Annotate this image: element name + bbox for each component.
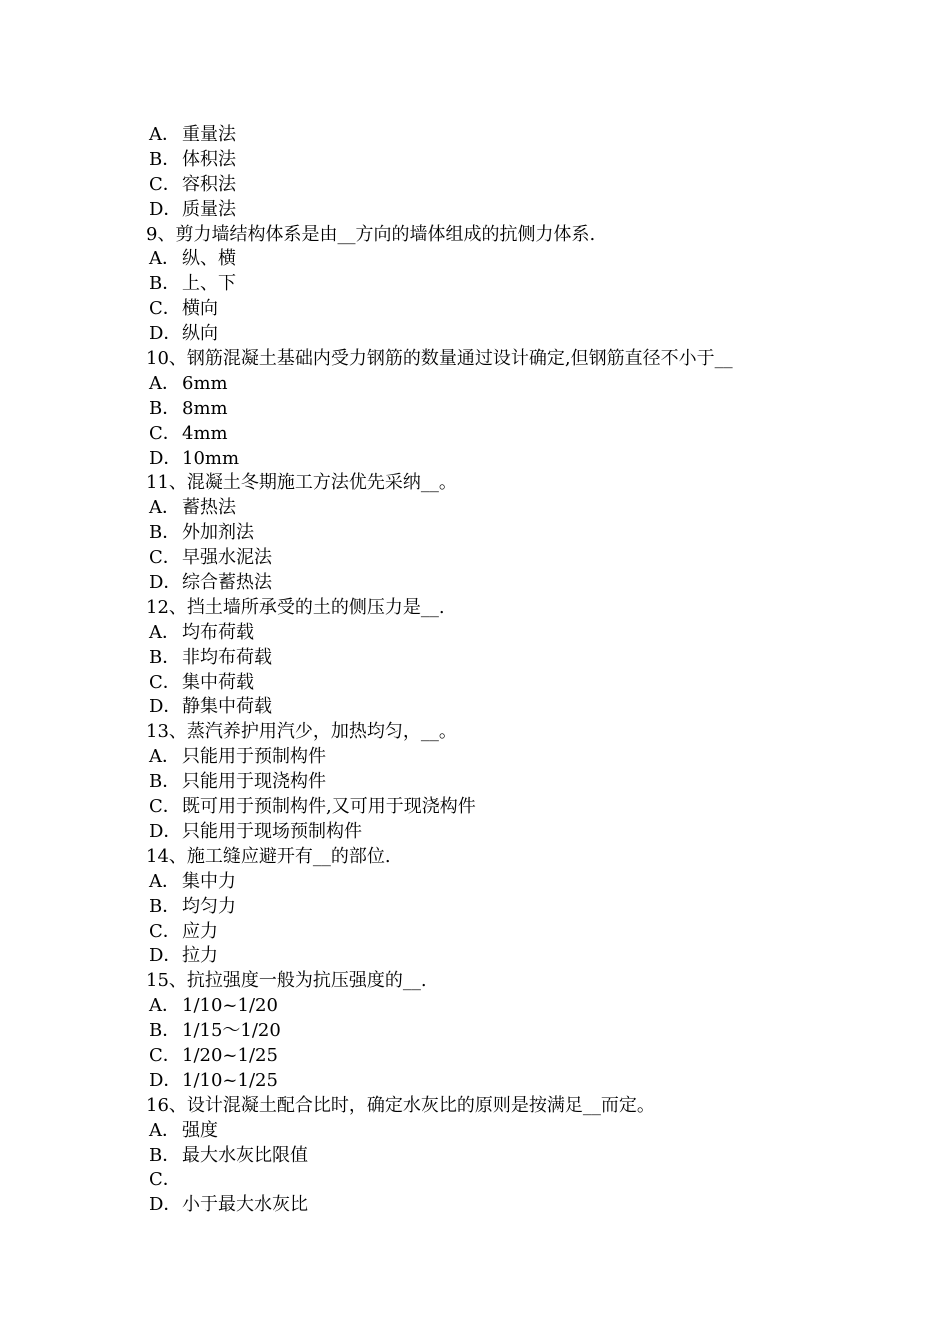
option-letter: C． bbox=[149, 422, 181, 444]
answer-option bbox=[0, 745, 950, 770]
option-text: 体积法 bbox=[182, 148, 236, 170]
answer-option bbox=[0, 272, 950, 297]
option-text: 均布荷载 bbox=[182, 621, 254, 643]
option-text: 早强水泥法 bbox=[182, 547, 272, 569]
answer-option bbox=[0, 372, 950, 397]
option-text: 容积法 bbox=[182, 173, 236, 195]
option-text: 既可用于预制构件,又可用于现浇构件 bbox=[182, 796, 476, 818]
answer-option bbox=[0, 920, 950, 945]
option-text: 只能用于现场预制构件 bbox=[182, 820, 362, 842]
option-letter: D． bbox=[149, 820, 182, 842]
answer-option bbox=[0, 571, 950, 596]
option-text: 外加剂法 bbox=[182, 522, 254, 544]
answer-option bbox=[0, 123, 950, 148]
option-text: 集中荷载 bbox=[182, 671, 254, 693]
option-letter: C． bbox=[149, 671, 181, 693]
option-text: 1/10~1/20 bbox=[182, 995, 278, 1017]
option-letter: C． bbox=[149, 796, 181, 818]
option-letter: B． bbox=[149, 273, 181, 295]
answer-option bbox=[0, 447, 950, 472]
answer-option bbox=[0, 621, 950, 646]
option-letter: B． bbox=[149, 1020, 181, 1042]
answer-option bbox=[0, 297, 950, 322]
option-text: 非均布荷载 bbox=[182, 646, 272, 668]
answer-option bbox=[0, 322, 950, 347]
option-text: 横向 bbox=[182, 298, 218, 320]
option-text: 静集中荷载 bbox=[182, 696, 272, 718]
option-text: 强度 bbox=[182, 1119, 218, 1141]
option-text: 1/10~1/25 bbox=[182, 1069, 278, 1091]
option-text: 只能用于现浇构件 bbox=[182, 771, 326, 793]
question-text: 11、混凝土冬期施工方法优先采纳__。 bbox=[146, 472, 457, 494]
option-text: 纵向 bbox=[182, 323, 218, 345]
option-letter: D． bbox=[149, 323, 182, 345]
option-text: 重量法 bbox=[182, 124, 236, 145]
option-text: 1/15～1/20 bbox=[182, 1020, 281, 1042]
option-text: 均匀力 bbox=[182, 895, 236, 917]
answer-option bbox=[0, 1144, 950, 1169]
answer-option bbox=[0, 671, 950, 696]
option-letter: B． bbox=[149, 646, 181, 668]
option-letter: A． bbox=[149, 248, 180, 270]
answer-option bbox=[0, 870, 950, 895]
answer-option bbox=[0, 1168, 950, 1193]
option-letter: C． bbox=[149, 920, 181, 942]
option-text: 6mm bbox=[182, 372, 228, 394]
option-letter: C． bbox=[149, 1169, 181, 1191]
option-text: 10mm bbox=[182, 447, 240, 469]
answer-option bbox=[0, 770, 950, 795]
option-text: 蓄热法 bbox=[182, 497, 236, 519]
document-body bbox=[0, 123, 950, 1218]
option-letter: B． bbox=[149, 397, 181, 419]
option-text: 1/20~1/25 bbox=[182, 1044, 278, 1066]
option-text: 拉力 bbox=[182, 945, 218, 967]
question-text: 14、施工缝应避开有__的部位. bbox=[146, 845, 391, 867]
option-text: 小于最大水灰比 bbox=[182, 1194, 308, 1216]
answer-option bbox=[0, 247, 950, 272]
option-letter: B． bbox=[149, 895, 181, 917]
option-letter: D． bbox=[149, 198, 182, 220]
answer-option bbox=[0, 148, 950, 173]
option-text: 4mm bbox=[182, 422, 228, 444]
option-letter: B． bbox=[149, 1144, 181, 1166]
option-letter: A． bbox=[149, 497, 180, 519]
option-letter: B． bbox=[149, 771, 181, 793]
option-text: 只能用于预制构件 bbox=[182, 746, 326, 768]
option-letter: D． bbox=[149, 1194, 182, 1216]
question-text: 15、抗拉强度一般为抗压强度的__. bbox=[146, 970, 427, 992]
question-text: 12、挡土墙所承受的土的侧压力是__. bbox=[146, 596, 445, 618]
answer-option bbox=[0, 173, 950, 198]
option-letter: A． bbox=[149, 621, 180, 643]
answer-option bbox=[0, 521, 950, 546]
option-letter: D． bbox=[149, 1069, 182, 1091]
option-text: 8mm bbox=[182, 397, 228, 419]
option-letter: D． bbox=[149, 696, 182, 718]
answer-option bbox=[0, 198, 950, 223]
answer-option bbox=[0, 1069, 950, 1094]
answer-option bbox=[0, 1193, 950, 1218]
option-text: 应力 bbox=[182, 920, 218, 942]
option-letter: B． bbox=[149, 522, 181, 544]
answer-option bbox=[0, 546, 950, 571]
answer-option bbox=[0, 795, 950, 820]
question-text: 9、剪力墙结构体系是由__方向的墙体组成的抗侧力体系. bbox=[146, 223, 596, 245]
option-letter: D． bbox=[149, 945, 182, 967]
option-letter: B． bbox=[149, 148, 181, 170]
option-letter: A． bbox=[149, 1119, 180, 1141]
answer-option bbox=[0, 422, 950, 447]
option-letter: C． bbox=[149, 298, 181, 320]
answer-option bbox=[0, 1119, 950, 1144]
option-letter: C． bbox=[149, 547, 181, 569]
option-letter: A． bbox=[149, 124, 180, 145]
answer-option bbox=[0, 994, 950, 1019]
question-text: 10、钢筋混凝土基础内受力钢筋的数量通过设计确定,但钢筋直径不小于__ bbox=[146, 348, 733, 370]
answer-option bbox=[0, 695, 950, 720]
question-text: 13、蒸汽养护用汽少，加热均匀，__。 bbox=[146, 721, 457, 743]
option-letter: A． bbox=[149, 746, 180, 768]
answer-option bbox=[0, 820, 950, 845]
option-letter: A． bbox=[149, 995, 180, 1017]
option-letter: D． bbox=[149, 447, 182, 469]
option-text: 质量法 bbox=[182, 198, 236, 220]
answer-option bbox=[0, 1019, 950, 1044]
option-letter: C． bbox=[149, 1044, 181, 1066]
option-letter: A． bbox=[149, 372, 180, 394]
option-letter: A． bbox=[149, 870, 180, 892]
option-text: 最大水灰比限值 bbox=[182, 1144, 308, 1166]
answer-option bbox=[0, 397, 950, 422]
option-letter: C． bbox=[149, 173, 181, 195]
answer-option bbox=[0, 496, 950, 521]
option-text: 集中力 bbox=[182, 870, 236, 892]
option-letter: D． bbox=[149, 572, 182, 594]
answer-option bbox=[0, 944, 950, 969]
option-text: 综合蓄热法 bbox=[182, 572, 272, 594]
answer-option bbox=[0, 1044, 950, 1069]
answer-option bbox=[0, 895, 950, 920]
question-text: 16、设计混凝土配合比时，确定水灰比的原则是按满足__而定。 bbox=[146, 1094, 655, 1116]
answer-option bbox=[0, 646, 950, 671]
option-text: 上、下 bbox=[182, 273, 236, 295]
option-text: 纵、横 bbox=[182, 248, 236, 270]
